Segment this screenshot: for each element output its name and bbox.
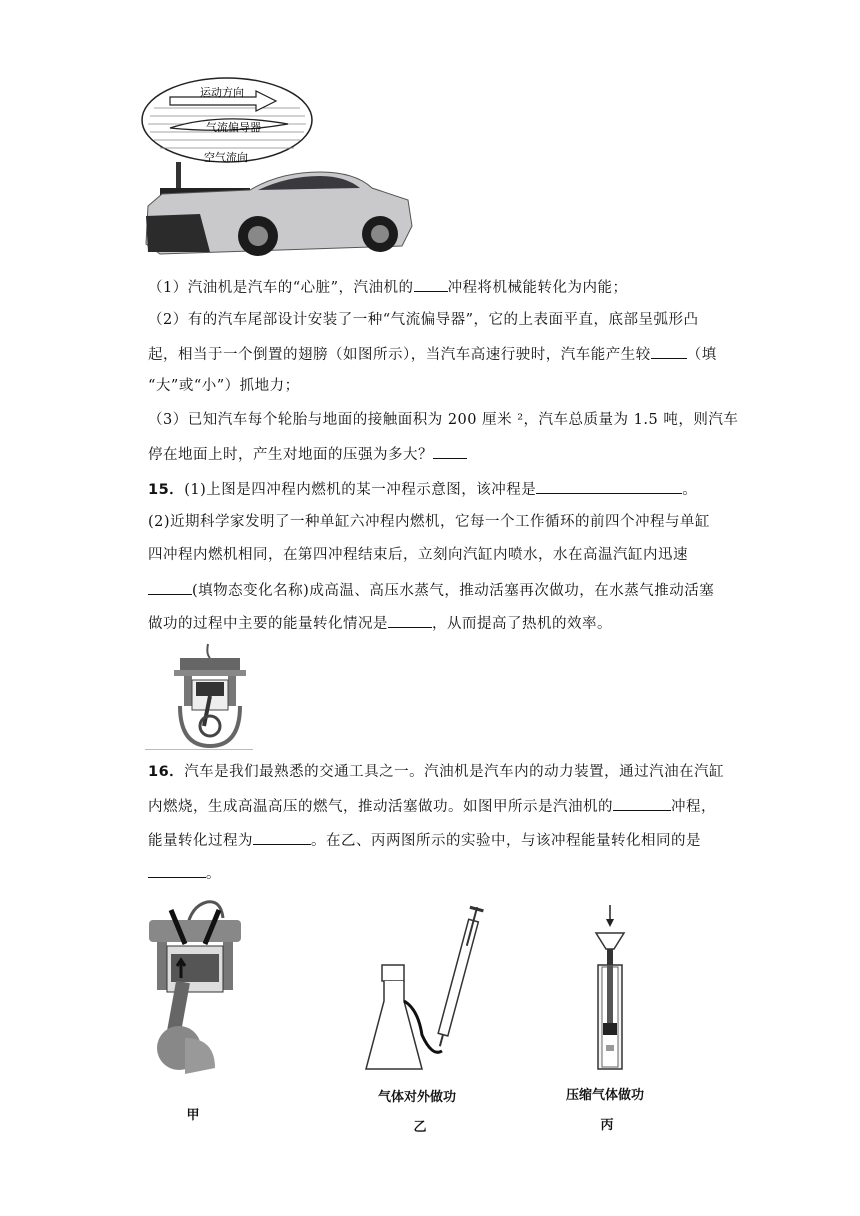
q14-part2-line1: （2）有的汽车尾部设计安装了一种“气流偏导器”，它的上表面平直，底部呈弧形凸 — [148, 312, 699, 328]
q15-line1 — [148, 478, 697, 500]
q14-part3-text: 停在地面上时，产生对地面的压强为多大？ — [148, 447, 433, 463]
q15-line5-text-a: 做功的过程中主要的能量转化情况是 — [148, 616, 388, 632]
engine-stroke-figure — [170, 640, 250, 750]
q16-line1-text: 汽车是我们最熟悉的交通工具之一。汽油机是汽车内的动力装置，通过汽油在汽缸 — [184, 764, 725, 780]
q14-part2-line2 — [148, 343, 717, 365]
q14-part2-text-a: 起，相当于一个倒置的翅膀（如图所示），当汽车高速行驶时，汽车能产生较 — [148, 347, 651, 363]
q15-line1-text: (1)上图是四冲程内燃机的某一冲程示意图，该冲程是 — [184, 482, 537, 498]
q15-line1-end: 。 — [682, 482, 698, 498]
engine-figure-jia — [145, 898, 245, 1078]
q16-blank-3[interactable] — [148, 862, 206, 878]
q14-part1-text-b: 冲程将机械能转化为内能； — [447, 280, 628, 296]
q16-line3-text-b: 。在乙、丙两图所示的实验中，与该冲程能量转化相同的是 — [311, 833, 701, 849]
q16-blank-1[interactable] — [613, 795, 671, 811]
q16-line2-text-a: 内燃烧，生成高温高压的燃气，推动活塞做功。如图甲所示是汽油机的 — [148, 799, 613, 815]
deflector-label: 气流偏导器 — [206, 121, 261, 134]
label-jia: 甲 — [186, 1108, 200, 1123]
q14-blank-2[interactable] — [651, 343, 687, 359]
q15-blank-1[interactable] — [536, 478, 682, 494]
q15-line2: (2)近期科学家发明了一种单缸六冲程内燃机，它每一个工作循环的前四个冲程与单缸 — [148, 514, 711, 530]
q14-part2-text-b: （填 — [686, 347, 717, 363]
figure-divider — [145, 749, 253, 750]
q14-blank-3[interactable] — [433, 443, 467, 459]
q15-line4 — [148, 579, 714, 601]
q15-blank-3[interactable] — [388, 612, 432, 628]
q15-number: 15． — [148, 482, 185, 498]
q16-line2-text-b: 冲程， — [671, 799, 716, 815]
q14-part1-text-a: （1）汽油机是汽车的“心脏”，汽油机的 — [148, 280, 414, 296]
compression-tube-figure-bing — [580, 905, 640, 1075]
q16-line3 — [148, 829, 701, 851]
flask-pump-figure-yi — [360, 905, 490, 1085]
q16-blank-2[interactable] — [253, 829, 311, 845]
q16-line2 — [148, 795, 716, 817]
q14-blank-1[interactable] — [414, 276, 448, 292]
q15-line3: 四冲程内燃机相同，在第四冲程结束后，立刻向汽缸内喷水，水在高温汽缸内迅速 — [148, 547, 688, 563]
q15-blank-2[interactable] — [148, 579, 192, 595]
q16-line4-end: 。 — [206, 866, 221, 882]
caption-gas-does-work: 气体对外做功 — [377, 1090, 456, 1105]
q16-line3-text-a: 能量转化过程为 — [148, 833, 253, 849]
label-bing: 丙 — [600, 1118, 614, 1133]
q14-part2-line3: “大”或“小”）抓地力； — [148, 378, 300, 394]
q15-line5 — [148, 612, 612, 634]
q16-line1 — [148, 762, 724, 782]
motion-direction-label: 运动方向 — [200, 86, 244, 99]
label-yi: 乙 — [413, 1120, 427, 1135]
q15-line5-text-b: ，从而提高了热机的效率。 — [432, 616, 612, 632]
q14-part3-line2 — [148, 443, 467, 465]
caption-compress-gas: 压缩气体做功 — [565, 1088, 644, 1103]
q14-part1 — [148, 276, 628, 298]
q14-part3-line1: （3）已知汽车每个轮胎与地面的接触面积为 200 厘米 ²，汽车总质量为 1.5 吨，则汽车 — [148, 412, 739, 428]
q16-number: 16． — [148, 764, 185, 780]
q15-line4-text: (填物态变化名称)成高温、高压水蒸气，推动活塞再次做功，在水蒸气推动活塞 — [192, 583, 715, 599]
airflow-label: 空气流向 — [204, 151, 248, 164]
q16-line4 — [148, 862, 221, 884]
car-deflector-figure — [140, 76, 420, 262]
